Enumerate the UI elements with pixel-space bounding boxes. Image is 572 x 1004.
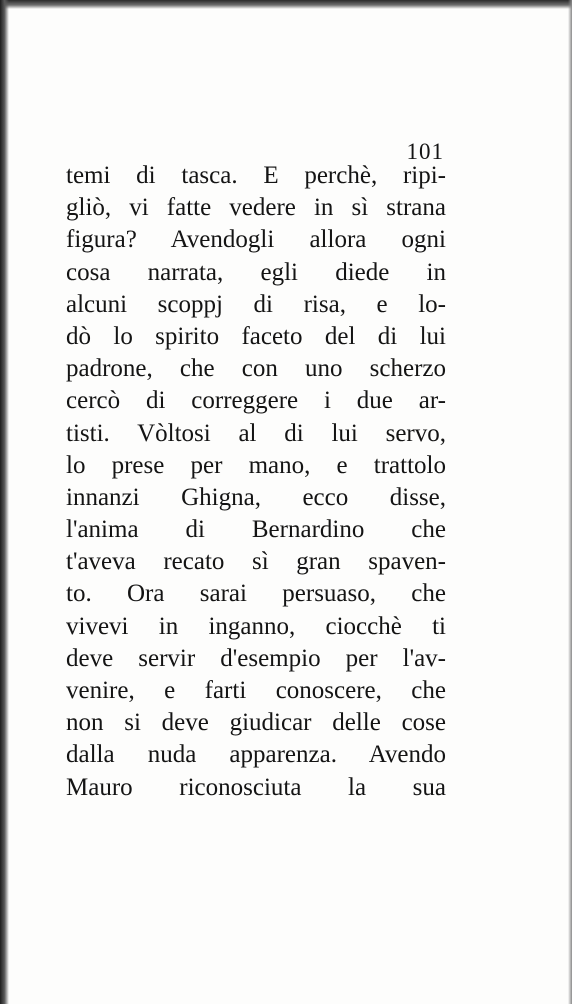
text-line: alcuni scoppj di risa, e lo-: [66, 290, 446, 318]
text-line: dalla nuda apparenza. Avendo: [66, 741, 446, 769]
page-text-body: [66, 160, 446, 804]
text-line: non si deve giudicar delle cose: [66, 709, 446, 737]
text-line: Mauro riconosciuta la sua: [66, 773, 446, 801]
text-line: padrone, che con uno scherzo: [66, 355, 446, 383]
text-line: cercò di correggere i due ar-: [66, 387, 446, 415]
page-right-edge-shadow: [568, 0, 572, 1004]
text-line: l'anima di Bernardino che: [66, 516, 446, 544]
text-line: to. Ora sarai persuaso, che: [66, 580, 446, 608]
text-line: vivevi in inganno, ciocchè ti: [66, 612, 446, 640]
text-line: innanzi Ghigna, ecco disse,: [66, 483, 446, 511]
text-line: tisti. Vòltosi al di lui servo,: [66, 419, 446, 447]
text-line: venire, e farti conoscere, che: [66, 677, 446, 704]
page-left-edge-shadow: [0, 0, 9, 1004]
text-line: t'aveva recato sì gran spaven-: [66, 548, 446, 576]
text-line: figura? Avendogli allora ogni: [66, 226, 446, 254]
text-line: temi di tasca. E perchè, ripi-: [66, 162, 446, 189]
page-number: 101: [406, 139, 444, 164]
text-line: lo prese per mano, e trattolo: [66, 451, 446, 479]
text-line: cosa narrata, egli diede in: [66, 258, 446, 286]
page-top-edge-shadow: [0, 0, 572, 9]
text-line: gliò, vi fatte vedere in sì strana: [66, 194, 446, 222]
text-line: deve servir d'esempio per l'av-: [66, 644, 446, 672]
text-line: dò lo spirito faceto del di lui: [66, 322, 446, 350]
